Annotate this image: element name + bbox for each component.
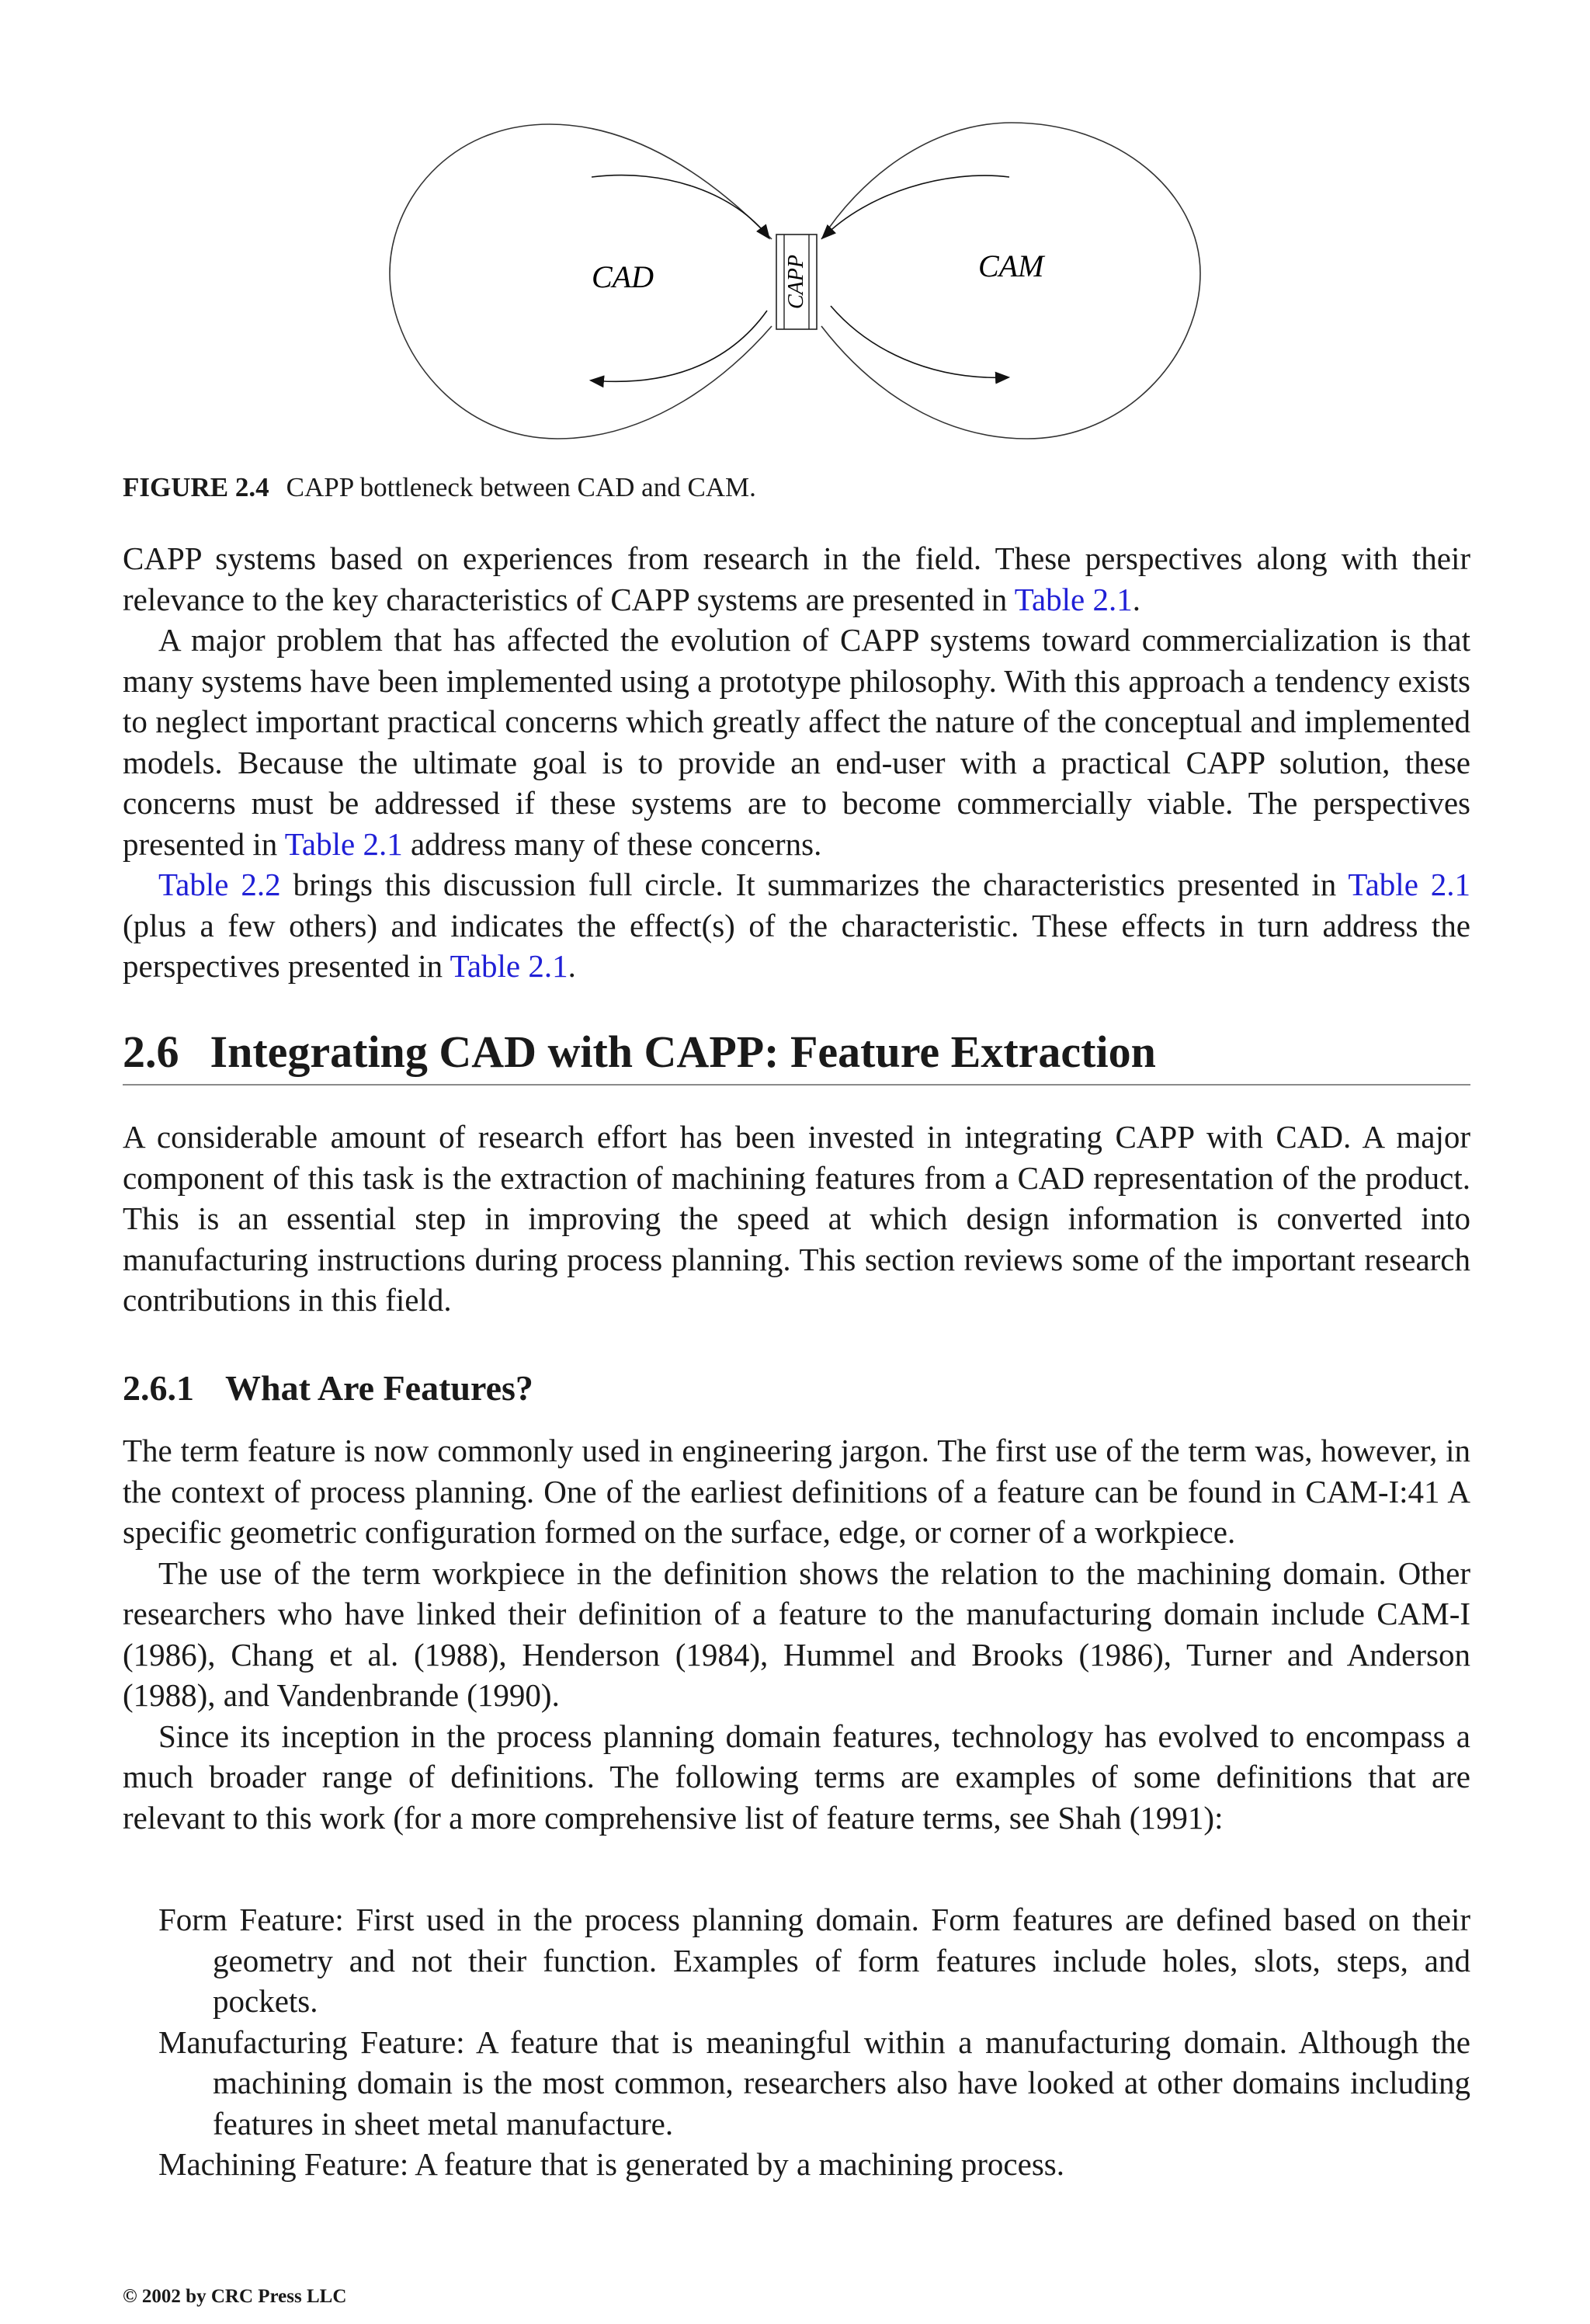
arrow-cam-to-capp [823,175,1009,238]
copyright-footer: © 2002 by CRC Press LLC [123,2286,347,2307]
arrow-cad-to-capp [592,175,769,238]
paragraph: A major problem that has affected the evolution of CAPP systems toward commercialization is that many systems have been implemented using a prototype philosophy. With this approach a tendency exists to neglect important practical concerns which greatly affect the nature of the conceptual and implemented models. Because the ultimate goal is to provide an end-user with a practical CAPP solution, these concerns must be addressed if these systems are to become commercially viable. The perspectives presented in Table 2.1 address many of these concerns. [123,622,1470,862]
section-number: 2.6 [123,1027,179,1077]
paragraph: The term feature is now commonly used in engineering jargon. The first use of the term was, however, in the context of process planning. One of the earliest definitions of a feature can be found in CAM-I:41 A specific geometric configuration formed on the surface, edge, or corner of a workpiece. [123,1433,1470,1550]
list-item: Form Feature: First used in the process planning domain. Form features are defined based on their geometry and not their function. Examples of form features include holes, slots, steps, and pockets. [158,1902,1470,2019]
section-title: Integrating CAD with CAPP: Feature Extraction [210,1027,1156,1077]
intro-text [123,538,1470,987]
list-item: Machining Feature: A feature that is generated by a machining process. [158,2146,1064,2182]
section-heading [123,1023,1470,1086]
cad-label: CAD [592,259,654,294]
cam-label: CAM [978,248,1044,283]
table-link[interactable]: Table 2.1 [284,825,403,862]
table-link[interactable]: Table 2.2 [158,867,281,902]
subsection-text [123,1430,1470,1838]
capp-label: CAPP [784,255,808,309]
arrow-capp-to-cad [592,311,767,381]
feature-term-list [123,1899,1470,2185]
subsection-heading [123,1365,533,1412]
paragraph: A considerable amount of research effort has been invested in integrating CAPP with CAD. A major component of this task is the extraction of machining features from a CAD representation of the product. This is an essential step in improving the speed at which design information is converted into manufacturing instructions during process planning. This section reviews some of the important research contributions in this field. [123,1119,1470,1318]
subsection-title: What Are Features? [225,1368,533,1408]
cad-loop [390,124,772,439]
subsection-number: 2.6.1 [123,1368,194,1408]
figure-caption-text: CAPP bottleneck between CAD and CAM. [286,472,756,502]
table-link[interactable]: Table 2.1 [1014,581,1133,617]
paragraph: Table 2.2 brings this discussion full circle. It summarizes the characteristics presented in Table 2.1 (plus a few others) and indicates the effect(s) of the characteristic. These effects in turn address the perspectives presented in Table 2.1. [123,867,1471,984]
table-link[interactable]: Table 2.1 [1348,867,1471,902]
figure-number: FIGURE 2.4 [123,472,269,502]
figure-caption [123,472,756,503]
paragraph: The use of the term workpiece in the definition shows the relation to the machining domain. Other researchers who have linked their definition of a feature to the manufacturing domain include CAM-I (1986), Chang et al. (1988), Henderson (1984), Hummel and Brooks (1986), Turner and Anderson (1988), and Vandenbrande (1990). [123,1555,1470,1713]
table-link[interactable]: Table 2.1 [450,948,568,984]
paragraph: Since its inception in the process planning domain features, technology has evolved to encompass a much broader range of definitions. The following terms are examples of some definitions that are relevant to this work (for a more comprehensive list of feature terms, see Shah (1991): [123,1718,1470,1836]
paragraph: CAPP systems based on experiences from research in the field. These perspectives along with their relevance to the key characteristics of CAPP systems are presented in Table 2.1. [123,540,1470,617]
capp-bottleneck-figure [123,93,1470,450]
section-text [123,1117,1470,1321]
list-item: Manufacturing Feature: A feature that is meaningful within a manufacturing domain. Although the machining domain is the most common, researchers also have looked at other domains including features in sheet metal manufacture. [158,2024,1470,2142]
